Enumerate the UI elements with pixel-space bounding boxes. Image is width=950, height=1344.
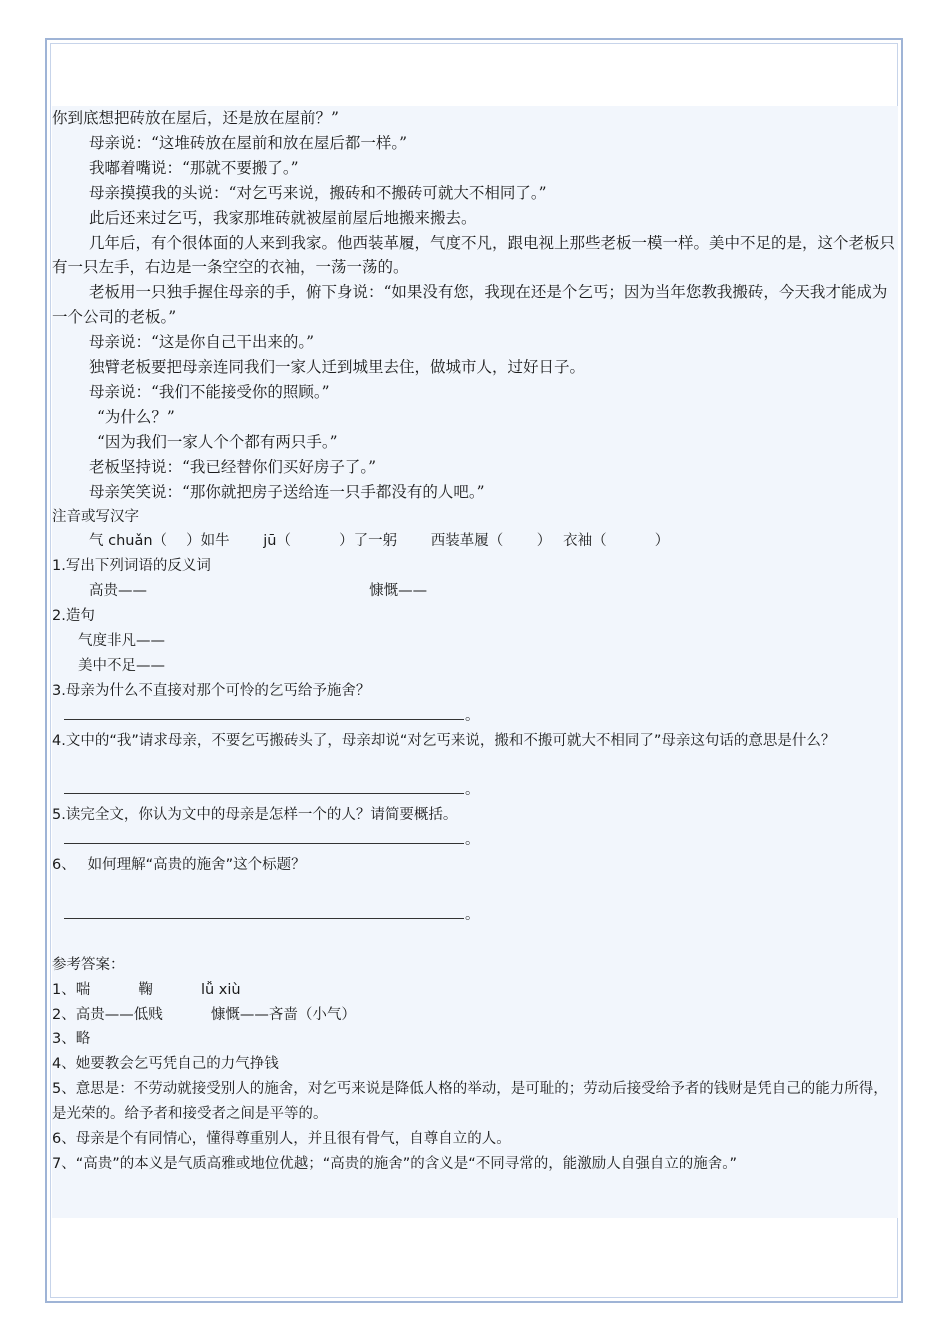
pinyin-items: 气 chuǎn（ ）如牛 jū（ ）了一躬 西装革履（ ） 衣袖（ ） — [89, 533, 670, 550]
underline — [64, 793, 464, 794]
answer-6: 6、母亲是个有同情心，懂得尊重别人，并且很有骨气，自尊自立的人。 — [52, 1131, 511, 1148]
story-line-5: 此后还来过乞丐，我家那堆砖就被屋前屋后地搬来搬去。 — [89, 208, 477, 227]
answer-4: 4、她要教会乞丐凭自己的力气挣钱 — [52, 1056, 279, 1073]
underline — [64, 918, 464, 919]
answer-3: 3、略 — [52, 1031, 91, 1048]
story-line-2: 母亲说：“这堆砖放在屋前和放在屋后都一样。” — [89, 133, 408, 152]
answer-line-5[interactable] — [52, 828, 898, 853]
answer-line-4[interactable] — [52, 778, 898, 803]
question-2-item-b: 美中不足—— — [78, 657, 165, 674]
story-line-12: “因为我们一家人个个都有两只手。” — [97, 432, 338, 451]
question-2: 2.造句 — [52, 608, 95, 625]
story-line-13: 老板坚持说：“我已经替你们买好房子了。” — [89, 457, 377, 476]
spacer — [52, 754, 898, 779]
underline — [64, 843, 464, 844]
story-line-10: 母亲说：“我们不能接受你的照顾。” — [89, 382, 330, 401]
answer-1: 1、喘 鞠 lǚ xiù — [52, 981, 241, 998]
story-line-14: 母亲笑笑说：“那你就把房子送给连一只手都没有的人吧。” — [89, 482, 485, 501]
story-line-1: 你到底想把砖放在屋后，还是放在屋前？” — [52, 109, 339, 127]
story-line-4: 母亲摸摸我的头说：“对乞丐来说，搬砖和不搬砖可就大不相同了。” — [89, 183, 547, 202]
question-1: 1.写出下列词语的反义词 — [52, 558, 211, 575]
answer-line-6[interactable] — [52, 903, 898, 928]
period: 。 — [465, 832, 480, 849]
story-line-9: 独臂老板要把母亲连同我们一家人迁到城里去住，做城市人，过好日子。 — [89, 358, 586, 377]
question-6: 6、 如何理解“高贵的施舍”这个标题？ — [52, 857, 306, 874]
answer-7: 7、“高贵”的本义是气质高雅或地位优越；“高贵的施舍”的含义是“不同寻常的，能激励人自强自立的施舍。” — [52, 1155, 738, 1172]
answers-title: 参考答案： — [52, 956, 125, 973]
spacer — [52, 878, 898, 903]
question-1-items: 高贵—— 慷慨—— — [89, 583, 428, 600]
story-paragraph-7: 老板用一只独手握住母亲的手，俯下身说：“如果没有您，我现在还是个乞丐；因为当年您教我搬砖，今天我才能成为一个公司的老板。” — [52, 283, 888, 327]
story-line-8: 母亲说：“这是你自己干出来的。” — [89, 333, 315, 352]
document-body — [52, 106, 898, 1218]
story-paragraph-6: 几年后，有个很体面的人来到我家。他西装革履，气度不凡，跟电视上那些老板一模一样。美中不足的是，这个老板只有一只左手，右边是一条空空的衣袖，一荡一荡的。 — [52, 233, 896, 277]
underline — [64, 719, 464, 720]
spacer — [52, 928, 898, 953]
period: 。 — [465, 707, 480, 724]
pinyin-title: 注音或写汉字 — [52, 508, 139, 525]
question-4: 4.文中的“我”请求母亲，不要乞丐搬砖头了，母亲却说“对乞丐来说，搬和不搬可就大不相同了”母亲这句话的意思是什么？ — [52, 732, 836, 749]
question-2-item-a: 气度非凡—— — [78, 633, 165, 650]
answer-2: 2、高贵——低贱 慷慨——吝啬（小气） — [52, 1006, 356, 1023]
answer-line-3[interactable] — [52, 704, 898, 729]
answer-5: 5、意思是：不劳动就接受别人的施舍，对乞丐来说是降低人格的举动，是可耻的；劳动后接受给予者的钱财是凭自己的能力所得，是光荣的。给予者和接受者之间是平等的。 — [52, 1081, 888, 1123]
period: 。 — [465, 782, 480, 799]
story-line-3: 我嘟着嘴说：“那就不要搬了。” — [89, 158, 299, 177]
story-line-11: “为什么？” — [97, 407, 175, 426]
question-5: 5.读完全文，你认为文中的母亲是怎样一个的人？请简要概括。 — [52, 807, 458, 824]
question-3: 3.母亲为什么不直接对那个可怜的乞丐给予施舍？ — [52, 682, 371, 699]
period: 。 — [465, 906, 480, 923]
